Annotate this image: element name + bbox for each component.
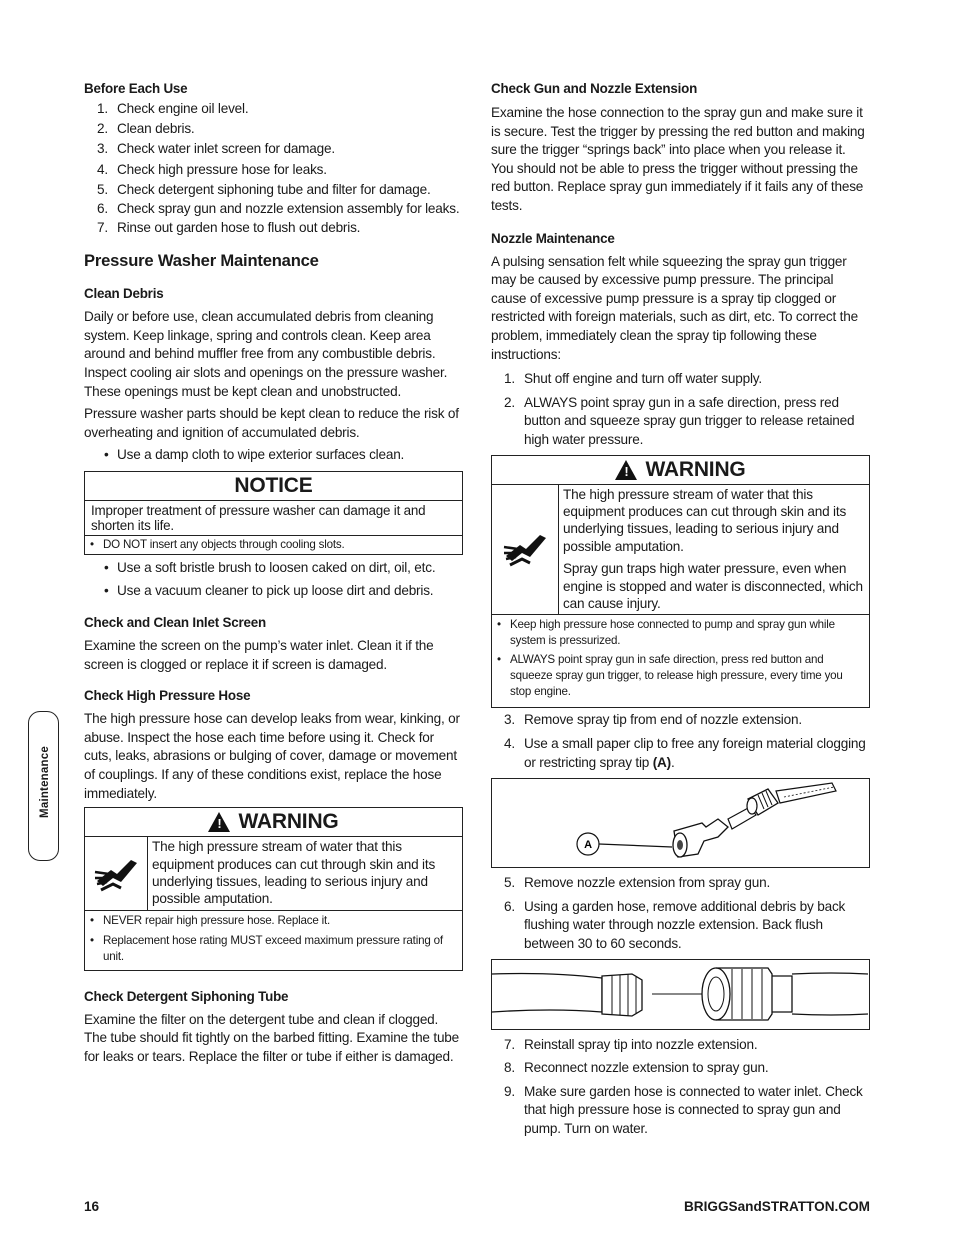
inlet-screen-heading: Check and Clean Inlet Screen xyxy=(84,615,266,631)
warning-body xyxy=(85,837,462,911)
list-item: 2. Clean debris. xyxy=(97,121,195,137)
pw-maintenance-heading: Pressure Washer Maintenance xyxy=(84,251,319,271)
nozzle-steps-a xyxy=(491,370,870,449)
list-item: • Use a damp cloth to wipe exterior surfaces clean. xyxy=(84,446,463,465)
nozzle-maint-heading: Nozzle Maintenance xyxy=(491,230,615,246)
notice-bullets xyxy=(85,536,462,554)
warning-text: The high pressure stream of water that this equipment produces can cut through skin and its underlying tissues, leading to serious injury and possible amputation. xyxy=(152,839,436,907)
left-column xyxy=(84,80,463,1067)
nozzle-steps-d xyxy=(491,1036,870,1139)
list-item: 8. Reconnect nozzle extension to spray gun. xyxy=(504,1060,769,1076)
list-item: • DO NOT insert any objects through cooling slots. xyxy=(85,537,462,553)
section-tab-label: Maintenance xyxy=(39,746,51,818)
clean-debris-bullets xyxy=(84,446,463,465)
spray-tip-illustration xyxy=(492,779,868,867)
warning-text xyxy=(559,485,869,615)
list-item: 1. Shut off engine and turn off water supply. xyxy=(504,371,762,387)
warning-triangle-icon: ! xyxy=(208,812,230,832)
detergent-heading: Check Detergent Siphoning Tube xyxy=(84,988,289,1004)
notice-title: NOTICE xyxy=(85,472,462,501)
warning-box xyxy=(84,807,463,971)
website-footer: BRIGGSandSTRATTON.COM xyxy=(683,1199,870,1214)
figure-callout-label: A xyxy=(584,839,592,852)
hose-coupling-illustration xyxy=(492,960,868,1029)
list-item: 6. Using a garden hose, remove additional debris by back flushing water through nozzle extension. Back flush between 30 to 60 seconds. xyxy=(504,898,846,951)
hp-hose-heading: Check High Pressure Hose xyxy=(84,688,251,704)
warning-title-bar xyxy=(492,456,869,485)
list-item: • Replacement hose rating MUST exceed maximum pressure rating of unit. xyxy=(85,933,458,965)
high-pressure-injection-hazard-icon xyxy=(85,837,148,910)
warning-bullets xyxy=(492,615,869,707)
list-item: • NEVER repair high pressure hose. Replace it. xyxy=(85,913,458,929)
list-item: • Keep high pressure hose connected to pump and spray gun while system is pressurized. xyxy=(492,617,865,649)
warning-body xyxy=(492,485,869,616)
list-item: • Use a soft bristle brush to loosen caked on dirt, oil, etc. xyxy=(84,559,463,578)
list-item: 4. Use a small paper clip to free any foreign material clogging or restricting spray tip (A). xyxy=(504,735,866,770)
page-number: 16 xyxy=(84,1199,100,1214)
warning-title: WARNING xyxy=(645,457,746,481)
nozzle-steps-c xyxy=(491,874,870,953)
list-item: 7. Reinstall spray tip into nozzle extension. xyxy=(504,1036,758,1052)
list-item: 6. Check spray gun and nozzle extension assembly for leaks. xyxy=(97,200,460,216)
clean-debris-p2: Pressure washer parts should be kept clean to reduce the risk of overheating and ignition of accumulated debris. xyxy=(84,406,459,440)
after-notice-bullets xyxy=(84,559,463,601)
list-item: 7. Rinse out garden hose to flush out debris. xyxy=(97,219,361,235)
clean-debris-heading: Clean Debris xyxy=(84,286,164,302)
list-item: 1. Check engine oil level. xyxy=(97,101,249,116)
right-column xyxy=(491,80,870,1138)
section-tab xyxy=(28,711,59,861)
hp-hose-text: The high pressure hose can develop leaks from wear, kinking, or abuse. Inspect the hose each time before using it. Check for cuts, leaks, abrasions or bulging of cover, damage or movement of couplings. If any of these conditions exist, replace the hose immediately. xyxy=(84,711,460,801)
list-item: 3. Remove spray tip from end of nozzle extension. xyxy=(504,712,802,728)
detergent-text: Examine the filter on the detergent tube and clean if clogged. The tube should fit tightly on the barbed fitting. Examine the tube for leaks or tears. Replace the filter or tube if either is damaged. xyxy=(84,1011,460,1065)
warning-text-2: Spray gun traps high water pressure, even when engine is stopped and water is disconnected, which can cause injury. xyxy=(563,561,863,611)
clean-debris-p1: Daily or before use, clean accumulated debris from cleaning system. Keep linkage, spring and controls clean. Keep area around and behind muffler free from any combustible debris. Inspect cooling air slots and openings on the pressure washer. These openings must be kept clean and unobstructed. xyxy=(84,309,448,399)
high-pressure-injection-hazard-icon xyxy=(492,485,559,615)
nozzle-maint-text: A pulsing sensation felt while squeezing the spray gun trigger may be caused by excessive pump pressure. The principal cause of excessive pump pressure is a spray tip clogged or restricted with foreign materials, such as dirt, etc. To correct the problem, immediately clean the spray tip following these instructions: xyxy=(491,253,858,362)
spray-tip-figure xyxy=(491,778,870,868)
list-item: 4. Check high pressure hose for leaks. xyxy=(97,161,327,177)
warning-bullets xyxy=(85,911,462,970)
warning-title-bar xyxy=(85,808,462,837)
back-flush-figure xyxy=(491,959,870,1030)
list-item: • Use a vacuum cleaner to pick up loose dirt and debris. xyxy=(84,582,463,601)
notice-box xyxy=(84,471,463,555)
list-item: 9. Make sure garden hose is connected to water inlet. Check that high pressure hose is connected to spray gun and pump. Turn on water. xyxy=(504,1083,863,1136)
list-item: 5. Remove nozzle extension from spray gun. xyxy=(504,875,771,891)
before-each-use-list xyxy=(84,100,463,237)
warning-triangle-icon: ! xyxy=(615,460,637,480)
list-item: 2. ALWAYS point spray gun in a safe direction, press red button and squeeze spray gun trigger to release retained high water pressure. xyxy=(504,394,855,447)
warning-text-1: The high pressure stream of water that this equipment produces can cut through skin and its underlying tissues, leading to serious injury and possible amputation. xyxy=(563,486,847,554)
list-item: 5. Check detergent siphoning tube and filter for damage. xyxy=(97,181,431,197)
warning-box xyxy=(491,455,870,709)
nozzle-steps-b xyxy=(491,711,870,772)
gun-nozzle-text: Examine the hose connection to the spray gun and make sure it is secure. Test the trigger by pressing the red button and making sure the trigger “springs back” into place when you release it. You should not be able to press the trigger without pressing the red button. Replace spray gun immediately if it fails any of these tests. xyxy=(491,105,865,213)
list-item: • ALWAYS point spray gun in safe direction, press red button and squeeze spray gun trigger, to release high pressure, every time you stop engine. xyxy=(492,652,865,700)
notice-text: Improper treatment of pressure washer can damage it and shorten its life. xyxy=(85,501,462,536)
gun-nozzle-heading: Check Gun and Nozzle Extension xyxy=(491,81,698,96)
before-each-use-heading: Before Each Use xyxy=(84,81,188,96)
list-item: 3. Check water inlet screen for damage. xyxy=(97,141,335,157)
warning-title: WARNING xyxy=(238,810,339,834)
inlet-screen-text: Examine the screen on the pump’s water inlet. Clean it if the screen is clogged or replace it if screen is damaged. xyxy=(84,638,434,672)
